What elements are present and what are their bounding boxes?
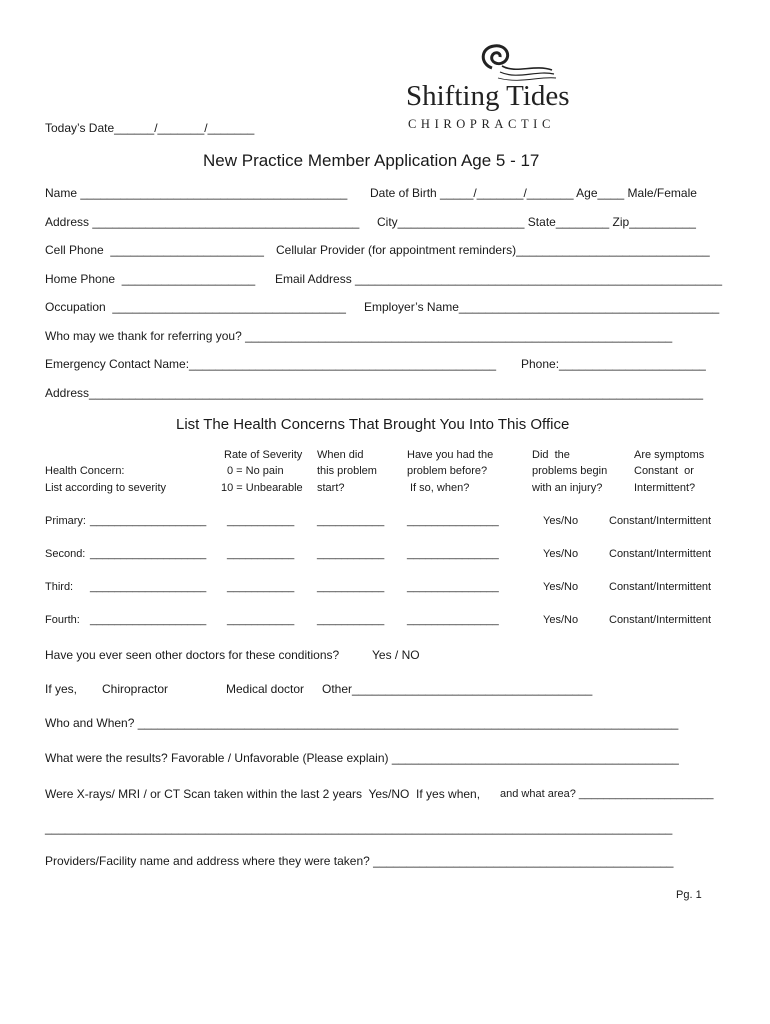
symptom-choice[interactable]: Constant/Intermittent [609, 614, 712, 626]
symptom-choice[interactable]: Constant/Intermittent [609, 548, 712, 560]
page-number: Pg. 1 [676, 889, 702, 901]
injury-choice[interactable]: Yes/No [543, 548, 579, 560]
xrays-question: Were X-rays/ MRI / or CT Scan taken within the last 2 years Yes/NO If yes when, [45, 787, 481, 801]
symptom-choice[interactable]: Constant/Intermittent [609, 581, 712, 593]
city-state-zip-field[interactable]: City___________________ State________ Zip__________ [377, 215, 696, 229]
if-yes-label: If yes, [45, 682, 78, 696]
home-phone-field[interactable]: Home Phone ____________________ [45, 272, 256, 286]
header-symptoms-line2: Constant or [634, 465, 694, 477]
results-field[interactable]: What were the results? Favorable / Unfavorable (Please explain) ___________________________________________ [45, 751, 679, 765]
concern-input[interactable]: ___________________ [90, 614, 207, 626]
dob-age-gender-field[interactable]: Date of Birth _____/_______/_______ Age____ Male/Female [370, 186, 697, 200]
todays-date-field[interactable]: Today’s Date______/_______/_______ [45, 121, 255, 135]
referral-field[interactable]: Who may we thank for referring you? ________________________________________________________________ [45, 329, 673, 343]
before-input[interactable]: _______________ [407, 548, 499, 560]
header-injury-line3: with an injury? [532, 482, 603, 494]
employer-field[interactable]: Employer’s Name_______________________________________ [364, 300, 720, 314]
header-when-line3: start? [317, 482, 345, 494]
header-concern-line2: List according to severity [45, 482, 167, 494]
providers-field[interactable]: Providers/Facility name and address where they were taken? _____________________________________________ [45, 854, 674, 868]
row-label: Primary: [45, 515, 86, 527]
emergency-address-field[interactable]: Address____________________________________________________________________________________________ [45, 386, 704, 400]
cell-phone-field[interactable]: Cell Phone _______________________ [45, 243, 264, 257]
medical-doctor-option[interactable]: Medical doctor [226, 682, 305, 696]
before-input[interactable]: _______________ [407, 614, 499, 626]
concern-input[interactable]: ___________________ [90, 581, 207, 593]
injury-choice[interactable]: Yes/No [543, 614, 579, 626]
logo-name: Shifting Tides [406, 80, 570, 112]
header-severity-line1: Rate of Severity [224, 449, 303, 461]
before-input[interactable]: _______________ [407, 515, 499, 527]
header-when-line1: When did [317, 449, 364, 461]
start-input[interactable]: ___________ [317, 581, 385, 593]
logo-tagline: CHIROPRACTIC [408, 117, 555, 131]
header-concern-line1: Health Concern: [45, 465, 125, 477]
occupation-field[interactable]: Occupation ___________________________________ [45, 300, 346, 314]
start-input[interactable]: ___________ [317, 548, 385, 560]
health-section-title: List The Health Concerns That Brought You Into This Office [176, 416, 570, 433]
before-input[interactable]: _______________ [407, 581, 499, 593]
header-before-line3: If so, when? [410, 482, 470, 494]
start-input[interactable]: ___________ [317, 614, 385, 626]
row-label: Third: [45, 581, 74, 593]
severity-input[interactable]: ___________ [227, 614, 295, 626]
severity-input[interactable]: ___________ [227, 548, 295, 560]
header-injury-line2: problems begin [532, 465, 608, 477]
header-when-line2: this problem [317, 465, 377, 477]
start-input[interactable]: ___________ [317, 515, 385, 527]
injury-choice[interactable]: Yes/No [543, 515, 579, 527]
other-doctors-question: Have you ever seen other doctors for these conditions? [45, 648, 340, 662]
header-symptoms-line3: Intermittent? [634, 482, 696, 494]
injury-choice[interactable]: Yes/No [543, 581, 579, 593]
header-severity-line3: 10 = Unbearable [221, 482, 303, 494]
symptom-choice[interactable]: Constant/Intermittent [609, 515, 712, 527]
header-symptoms-line1: Are symptoms [634, 449, 705, 461]
chiropractor-option[interactable]: Chiropractor [102, 682, 169, 696]
concern-input[interactable]: ___________________ [90, 548, 207, 560]
email-field[interactable]: Email Address _______________________________________________________ [275, 272, 723, 286]
address-field[interactable]: Address ________________________________________ [45, 215, 360, 229]
emergency-contact-field[interactable]: Emergency Contact Name:______________________________________________ [45, 357, 497, 371]
severity-input[interactable]: ___________ [227, 581, 295, 593]
cell-provider-field[interactable]: Cellular Provider (for appointment reminders)_____________________________ [276, 243, 710, 257]
xrays-extra-line[interactable]: ______________________________________________________________________________________________ [45, 821, 673, 835]
concern-input[interactable]: ___________________ [90, 515, 207, 527]
other-field[interactable]: Other____________________________________ [322, 682, 593, 696]
header-severity-line2: 0 = No pain [227, 465, 284, 477]
xrays-area-field[interactable]: and what area? ______________________ [500, 788, 714, 800]
who-when-field[interactable]: Who and When? _________________________________________________________________________________ [45, 716, 679, 730]
name-field[interactable]: Name ________________________________________ [45, 186, 348, 200]
page-title: New Practice Member Application Age 5 - 17 [203, 151, 540, 170]
emergency-phone-field[interactable]: Phone:______________________ [521, 357, 706, 371]
other-doctors-answer[interactable]: Yes / NO [372, 648, 420, 662]
header-injury-line1: Did the [532, 449, 570, 461]
header-before-line2: problem before? [407, 465, 488, 477]
row-label: Second: [45, 548, 86, 560]
header-before-line1: Have you had the [407, 449, 494, 461]
row-label: Fourth: [45, 614, 80, 626]
severity-input[interactable]: ___________ [227, 515, 295, 527]
